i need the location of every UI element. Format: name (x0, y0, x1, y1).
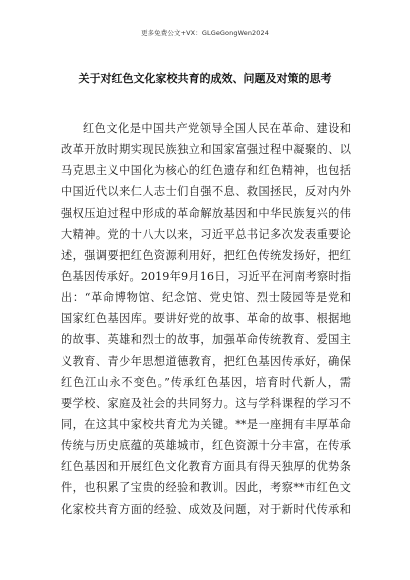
paragraph-line: 强权压迫过程中形成的革命解放基因和中华民族复兴的伟 (61, 206, 351, 220)
paragraph-line: 红色文化是中国共产党领导全国人民在革命、建设和 (83, 122, 351, 135)
paragraph-line: 传统与历史底蕴的英雄城市，红色资源十分丰富，在传承 (61, 439, 351, 453)
paragraph-line: 改革开放时期实现民族独立和国家富强过程中凝聚的、以 (61, 143, 351, 157)
paragraph-line: 件，也积累了宝贵的经验和教训。因此，考察**市红色文 (61, 481, 351, 495)
paragraph-line: 化家校共育方面的经验、成效及问题，对于新时代传承和 (61, 502, 351, 516)
paragraph-line: 出：“革命博物馆、纪念馆、党史馆、烈士陵园等是党和 (61, 291, 351, 305)
paragraph-line: 大精神。党的十八大以来，习近平总书记多次发表重要论 (61, 227, 351, 241)
paragraph-line: 的故事、英雄和烈士的故事，加强革命传统教育、爱国主 (61, 333, 351, 347)
paragraph-line: 义教育、青少年思想道德教育，把红色基因传承好，确保 (61, 354, 351, 368)
paragraph-line: 述，强调要把红色资源利用好，把红色传统发扬好，把红 (61, 248, 351, 262)
paragraph-line: 色基因传承好。2019年9月16日，习近平在河南考察时指 (61, 269, 351, 283)
document-title: 关于对红色文化家校共育的成效、问题及对策的思考 (78, 72, 332, 85)
paragraph-line: 中国近代以来仁人志士们自强不息、救国拯民，反对内外 (61, 185, 351, 199)
paragraph-line: 国家红色基因库。要讲好党的故事、革命的故事、根据地 (61, 312, 351, 326)
paragraph-line: 马克思主义中国化为核心的红色遗存和红色精神，也包括 (61, 164, 351, 178)
paragraph-line: 红色江山永不变色。”传承红色基因，培育时代新人，需 (61, 375, 351, 389)
paragraph-line: 同，在这其中家校共育尤为关键。**是一座拥有丰厚革命 (61, 417, 351, 431)
header-note: 更多免费公文+VX：GLGeGongWen2024 (140, 29, 269, 37)
paragraph-line: 要学校、家庭及社会的共同努力。这与学科课程的学习不 (61, 396, 351, 410)
body-paragraph (61, 118, 351, 520)
paragraph-line: 红色基因和开展红色文化教育方面具有得天独厚的优势条 (61, 460, 351, 474)
